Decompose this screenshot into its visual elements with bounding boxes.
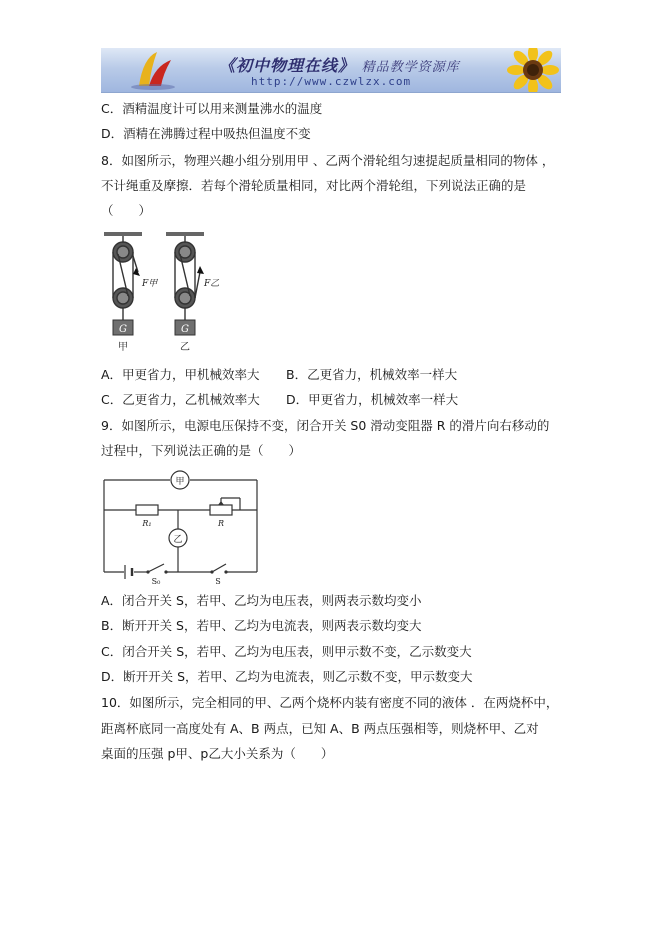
caption-jia: 甲	[118, 342, 128, 353]
weight-label-yi: G	[181, 324, 189, 335]
sunflower-icon	[493, 48, 561, 92]
slider-arrow-icon	[218, 501, 224, 505]
q10-stem-line3: 桌面的压强 p甲、p乙大小关系为（ ）	[101, 746, 334, 761]
arrow-down-icon	[133, 268, 140, 276]
logo-icon	[121, 48, 191, 92]
arrow-up-icon	[197, 266, 204, 274]
meter-yi-label: 乙	[173, 535, 183, 545]
pulley-system-jia	[113, 236, 138, 320]
q7-option-c: C．酒精温度计可以用来测量沸水的温度	[101, 101, 323, 116]
switch-s	[212, 564, 226, 572]
resistor-r1	[136, 505, 158, 515]
q8-option-b: B．乙更省力，机械效率一样大	[286, 367, 458, 382]
q9-option-b: B．断开开关 S，若甲、乙均为电流表，则两表示数均变大	[101, 618, 422, 633]
q8-stem-line1: 8．如图所示，物理兴趣小组分别用甲 、乙两个滑轮组匀速提起质量相同的物体 ，	[101, 153, 555, 168]
q9-stem-line2: 过程中，下列说法正确的是（ ）	[101, 443, 302, 458]
q8-option-c: C．乙更省力，乙机械效率大	[101, 392, 260, 407]
switch-s0	[148, 564, 164, 572]
q8-option-d: D．甲更省力，机械效率一样大	[286, 392, 459, 407]
q8-stem-line3: （ ）	[101, 203, 152, 218]
meter-jia-label: 甲	[175, 477, 185, 487]
pulley-figure	[100, 228, 230, 356]
s0-label: S₀	[151, 577, 161, 586]
ceiling-yi	[166, 232, 204, 236]
caption-yi: 乙	[180, 342, 190, 353]
circuit-figure	[100, 468, 265, 586]
rheostat-r	[210, 505, 232, 515]
banner-title: 《初中物理在线》 精品教学资源库	[219, 56, 460, 75]
q8-stem-line2: 不计绳重及摩擦．若每个滑轮质量相同，对比两个滑轮组，下列说法正确的是	[101, 178, 527, 193]
q10-stem-line2: 距离杯底同一高度处有 A、B 两点，已知 A、B 两点压强相等，则烧杯甲、乙对	[101, 721, 539, 736]
r1-label: R₁	[142, 519, 152, 528]
banner-url[interactable]: http://www.czwlzx.com	[251, 75, 412, 88]
q8-option-a: A．甲更省力，甲机械效率大	[101, 367, 260, 382]
weight-label-jia: G	[119, 324, 127, 335]
force-label-jia: F甲	[142, 279, 158, 289]
r-label: R	[217, 519, 225, 528]
q7-option-d: D．酒精在沸腾过程中吸热但温度不变	[101, 126, 311, 141]
header-banner	[101, 48, 561, 93]
q9-option-c: C．闭合开关 S，若甲、乙均为电压表，则甲示数不变，乙示数变大	[101, 644, 472, 659]
q9-stem-line1: 9．如图所示，电源电压保持不变，闭合开关 S0 滑动变阻器 R 的滑片向右移动的	[101, 418, 550, 433]
s-label: S	[215, 577, 221, 586]
q9-option-a: A．闭合开关 S，若甲、乙均为电压表，则两表示数均变小	[101, 593, 422, 608]
q10-stem-line1: 10．如图所示，完全相同的甲、乙两个烧杯内装有密度不同的液体 ．在两烧杯中，	[101, 695, 559, 710]
q9-option-d: D．断开开关 S，若甲、乙均为电流表，则乙示数不变，甲示数变大	[101, 669, 473, 684]
force-label-yi: F乙	[204, 279, 220, 289]
pulley-system-yi	[175, 236, 200, 320]
ceiling-jia	[104, 232, 142, 236]
